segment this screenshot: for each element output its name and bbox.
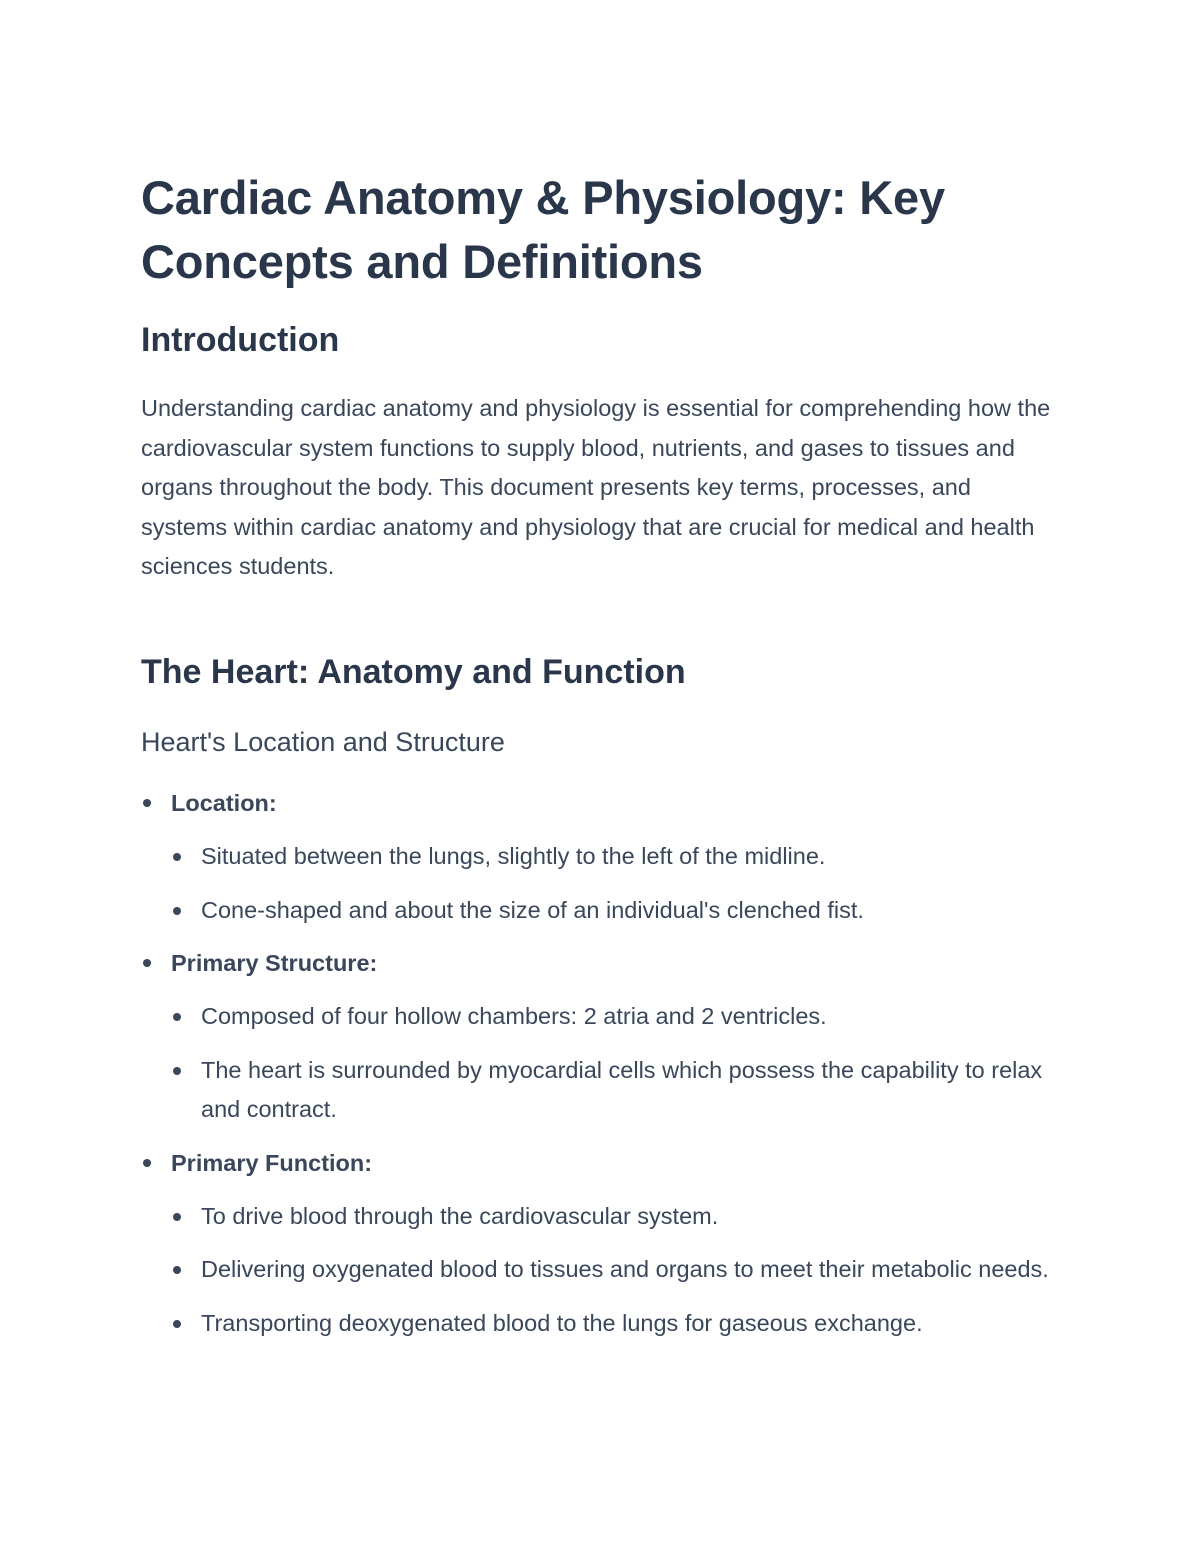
introduction-heading: Introduction [141, 321, 340, 359]
sub-list-item: To drive blood through the cardiovascular system. [171, 1197, 1061, 1237]
document-title: Cardiac Anatomy & Physiology: Key Concepts and Definitions [141, 171, 945, 288]
list-item-location [141, 784, 1061, 930]
heart-topic-list [141, 784, 1061, 1357]
sub-list [171, 837, 1061, 930]
list-item-label: Primary Structure: [171, 950, 378, 976]
list-item-label: Location: [171, 790, 277, 816]
sub-list-item: Transporting deoxygenated blood to the lungs for gaseous exchange. [171, 1304, 1061, 1344]
list-item-label: Primary Function: [171, 1149, 373, 1176]
heart-location-subheading: Heart's Location and Structure [141, 727, 505, 757]
introduction-paragraph: Understanding cardiac anatomy and physiology is essential for comprehending how the cardiovascular system functions to supply blood, nutrients, and gases to tissues and organs throughout the body. This document presents key terms, processes, and systems within cardiac anatomy and physiology that are crucial for medical and health sciences students. [141, 395, 1051, 579]
sub-list-item: Composed of four hollow chambers: 2 atria and 2 ventricles. [171, 997, 1061, 1037]
sub-list-item: Cone-shaped and about the size of an individual's clenched fist. [171, 891, 1061, 931]
heart-section-heading: The Heart: Anatomy and Function [141, 653, 686, 691]
list-item-primary-structure [141, 944, 1061, 1130]
sub-list [171, 1197, 1061, 1344]
sub-list-item: The heart is surrounded by myocardial cells which possess the capability to relax and contract. [171, 1051, 1061, 1130]
sub-list-item: Situated between the lungs, slightly to the left of the midline. [171, 837, 1061, 877]
list-item-primary-function [141, 1144, 1061, 1344]
sub-list-item: Delivering oxygenated blood to tissues and organs to meet their metabolic needs. [171, 1250, 1061, 1290]
sub-list [171, 997, 1061, 1130]
